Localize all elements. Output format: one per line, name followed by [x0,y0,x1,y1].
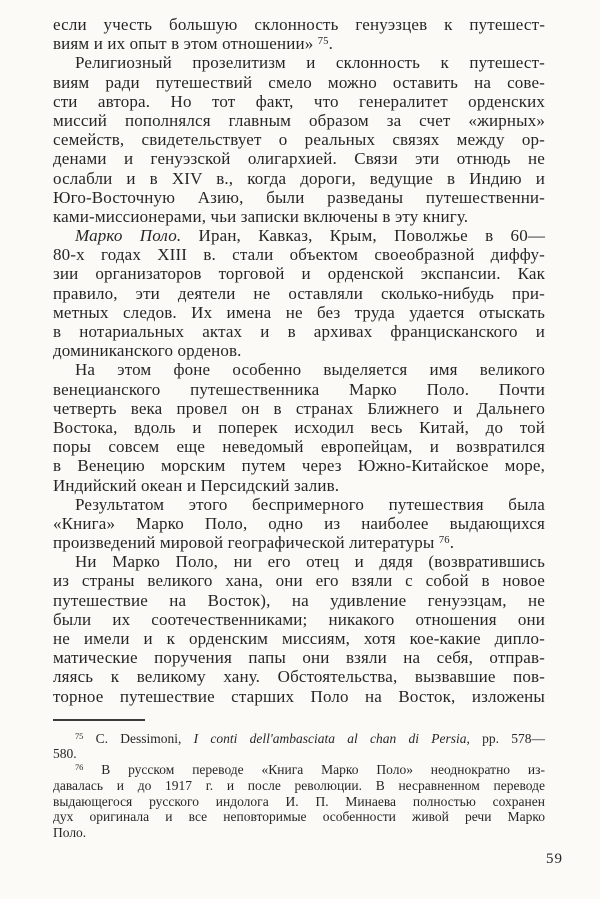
text-line: Востока, вдоль и поперек исходил весь Китай, до той [53,417,545,437]
text-line: доминиканского орденов. [53,341,242,361]
page-number: 59 [546,851,563,867]
text-line: из страны великого хана, они его взяли с собой в новое [53,571,545,591]
text-line: матические поручения папы они взяли на себя, отправ- [53,648,545,668]
paragraph [53,15,545,53]
text-line: не имели и к орденским миссиям, хотя кое-какие дипло- [53,629,545,648]
text-line: Религиозный прозелитизм и склонность к путешест- [75,53,545,73]
text-line: виям и их опыт в этом отношении» $^{75}$. [53,34,333,54]
text-line: миссий пополнялся главным образом за счет «жирных» [53,110,545,130]
text-line: правило, эти деятели не оставляли сколько-нибудь при- [53,283,545,303]
main-text [53,15,545,706]
text-line: Результатом этого беспримерного путешествия была [75,494,545,514]
text-line: Юго-Восточную Азию, были разведаны путешественни- [53,187,545,207]
text-line: семейств, свидетельствует о реальных связях между ор- [53,130,545,150]
text-line: если учесть большую склонность генуэзцев к путешест- [53,15,545,34]
text-line: произведений мировой географической литературы $^{76}$. [53,533,455,553]
paragraph [53,53,545,226]
text-line: в нотариальных актах и в архивах францисканского и [53,322,545,341]
text-line: выдающегося русского индолога И. П. Минаева полностью сохранен [53,793,545,809]
text-line: «Книга» Марко Поло, одно из наиболее выдающихся [53,513,545,533]
footnote [53,762,545,840]
footnote-separator [53,719,145,721]
text-line: $^{75}$ C. Dessimoni, I conti dell'ambasciata al chan di Persia, pp. 578— [75,730,545,746]
text-line: четверть века провел он в странах Ближнего и Дальнего [53,398,545,418]
text-line: давалась и до 1917 г. и после революции. В несравненном переводе [53,777,545,793]
text-line: метных следов. Их имена не без труда удается отыскать [53,302,545,322]
text-line: ками-миссионерами, чьи записки включены в эту книгу. [53,206,469,226]
text-line: сти автора. Но тот факт, что генералитет орденских [53,91,545,111]
text-line: $^{76}$ В русском переводе «Книга Марко Поло» неоднократно из- [75,762,545,778]
paragraph [53,552,545,706]
text-line: в Венецию морским путем через Южно-Китайское море, [53,456,545,476]
text-line: виям ради путешествий смело можно оставить на сове- [53,72,545,92]
text-line: дух оригинала и все неповторимые особенности живой речи Марко [53,809,545,825]
text-line: ослабли и в XIV в., когда дороги, ведущие в Индию и [53,168,545,188]
text-line: На этом фоне особенно выделяется имя великого [75,360,545,380]
text-line: Марко Поло. Иран, Кавказ, Крым, Поволжье в 60— [75,226,545,246]
text-line: были их соотечественниками; никакого отношения они [53,609,545,629]
text-line: денами и генуэзской олигархией. Связи эти отнюдь не [53,149,545,169]
paragraph [53,495,545,553]
text-line: торное путешествие старших Поло на Восток, изложены [53,686,545,706]
paragraph [53,360,545,494]
text-line: 80-х годах XIII в. стали объектом своеобразной диффу- [53,245,545,265]
footnotes [53,731,545,841]
footnote [53,731,545,762]
text-line: венецианского путешественника Марко Поло. Почти [53,379,545,399]
text-line: поры совсем еще неведомый европейцам, и возвратился [53,437,545,457]
text-line: Ни Марко Поло, ни его отец и дядя (возвратившись [75,552,545,572]
text-line: зии организаторов торговой и орденской экспансии. Как [53,264,545,284]
text-line: ляясь к великому хану. Обстоятельства, вызвавшие пов- [53,667,545,687]
text-line: путешествие на Восток), на удивление генуэзцам, не [53,590,545,610]
text-line: 580. [53,746,77,762]
text-line: Индийский океан и Персидский залив. [53,475,340,495]
paragraph [53,226,545,360]
text-line: Поло. [53,824,87,840]
